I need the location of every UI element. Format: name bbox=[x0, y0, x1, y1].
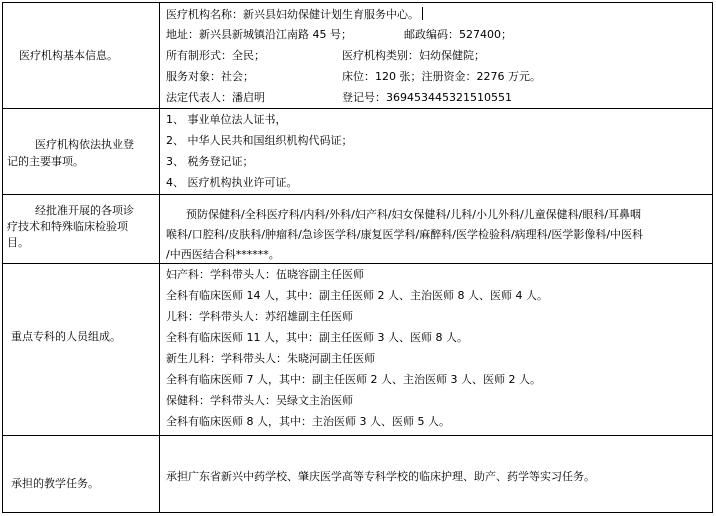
institution-category: 医疗机构类别：妇幼保健院； bbox=[342, 49, 485, 62]
label-cell bbox=[3, 436, 160, 512]
content-cell bbox=[160, 109, 712, 194]
postcode: 邮政编码：527400； bbox=[404, 28, 512, 41]
content-cell bbox=[160, 264, 712, 435]
specialty-line: 妇产科：学科带头人：伍晓容副主任医师 bbox=[166, 268, 364, 281]
legal-representative: 法定代表人：潘启明 bbox=[166, 91, 265, 104]
row-registration bbox=[3, 109, 712, 195]
row-basic-info bbox=[3, 3, 712, 109]
label-cell bbox=[3, 109, 160, 194]
specialty-line: 全科有临床医师 7 人，其中：副主任医师 2 人、主治医师 3 人、医师 2 人。 bbox=[166, 373, 541, 386]
specialty-line: 新生儿科：学科带头人：朱晓河副主任医师 bbox=[166, 352, 375, 365]
specialty-line: 全科有临床医师 11 人，其中：副主任医师 3 人、医师 8 人。 bbox=[166, 331, 468, 344]
label-cell bbox=[3, 264, 160, 435]
departments-text-line2: 喉科/口腔科/皮肤科/肿瘤科/急诊医学科/康复医学科/麻醉科/医学检验科/病理科/医学影像科/中医科 bbox=[166, 228, 644, 241]
row-label: 重点专科的人员组成。 bbox=[11, 330, 121, 343]
row-departments bbox=[3, 195, 712, 264]
label-cell bbox=[3, 195, 160, 263]
beds-capital: 床位：120 张；注册资金：2276 万元。 bbox=[342, 70, 541, 83]
row-label-line2: 疗技术和特殊临床检验项 bbox=[7, 220, 128, 233]
registration-item: 3、 税务登记证； bbox=[166, 155, 254, 168]
row-label-line1: 医疗机构依法执业登 bbox=[35, 138, 134, 151]
row-label-line3: 目。 bbox=[7, 236, 29, 249]
content-cell bbox=[160, 195, 712, 263]
row-label-line1: 经批准开展的各项诊 bbox=[35, 204, 134, 217]
row-teaching bbox=[3, 436, 712, 512]
specialty-line: 全科有临床医师 8 人，其中：主治医师 3 人、医师 5 人。 bbox=[166, 415, 450, 428]
registration-item: 2、 中华人民共和国组织机构代码证； bbox=[166, 134, 353, 147]
registration-number: 登记号：369453445321510551 bbox=[342, 91, 512, 104]
row-label-line2: 记的主要事项。 bbox=[7, 155, 84, 168]
institution-name: 医疗机构名称：新兴县妇幼保健计划生育服务中心。 bbox=[166, 7, 423, 22]
specialty-line: 全科有临床医师 14 人，其中：副主任医师 2 人、主治医师 8 人、医师 4 人。 bbox=[166, 289, 548, 302]
address: 地址：新兴县新城镇沿江南路 45 号； bbox=[166, 28, 352, 41]
row-key-specialty bbox=[3, 264, 712, 436]
service-target: 服务对象：社会； bbox=[166, 70, 254, 83]
row-label: 承担的教学任务。 bbox=[11, 477, 99, 490]
departments-text-line1: 预防保健科/全科医疗科/内科/外科/妇产科/妇女保健科/儿科/小儿外科/儿童保健科/眼科/耳鼻咽 bbox=[186, 208, 642, 221]
info-table bbox=[2, 2, 713, 513]
content-cell bbox=[160, 436, 712, 512]
specialty-line: 保健科：学科带头人：吴绿文主治医师 bbox=[166, 394, 353, 407]
ownership: 所有制形式：全民； bbox=[166, 49, 265, 62]
departments-text-line3: /中西医结合科******。 bbox=[166, 248, 280, 261]
teaching-text: 承担广东省新兴中药学校、肇庆医学高等专科学校的临床护理、助产、药学等实习任务。 bbox=[166, 470, 595, 483]
text-cursor bbox=[422, 7, 423, 20]
registration-item: 4、 医疗机构执业许可证。 bbox=[166, 176, 298, 189]
specialty-line: 儿科：学科带头人：苏绍雄副主任医师 bbox=[166, 310, 353, 323]
registration-item: 1、 事业单位法人证书， bbox=[166, 113, 287, 126]
label-cell bbox=[3, 3, 160, 108]
row-label: 医疗机构基本信息。 bbox=[19, 49, 118, 62]
content-cell bbox=[160, 3, 712, 108]
